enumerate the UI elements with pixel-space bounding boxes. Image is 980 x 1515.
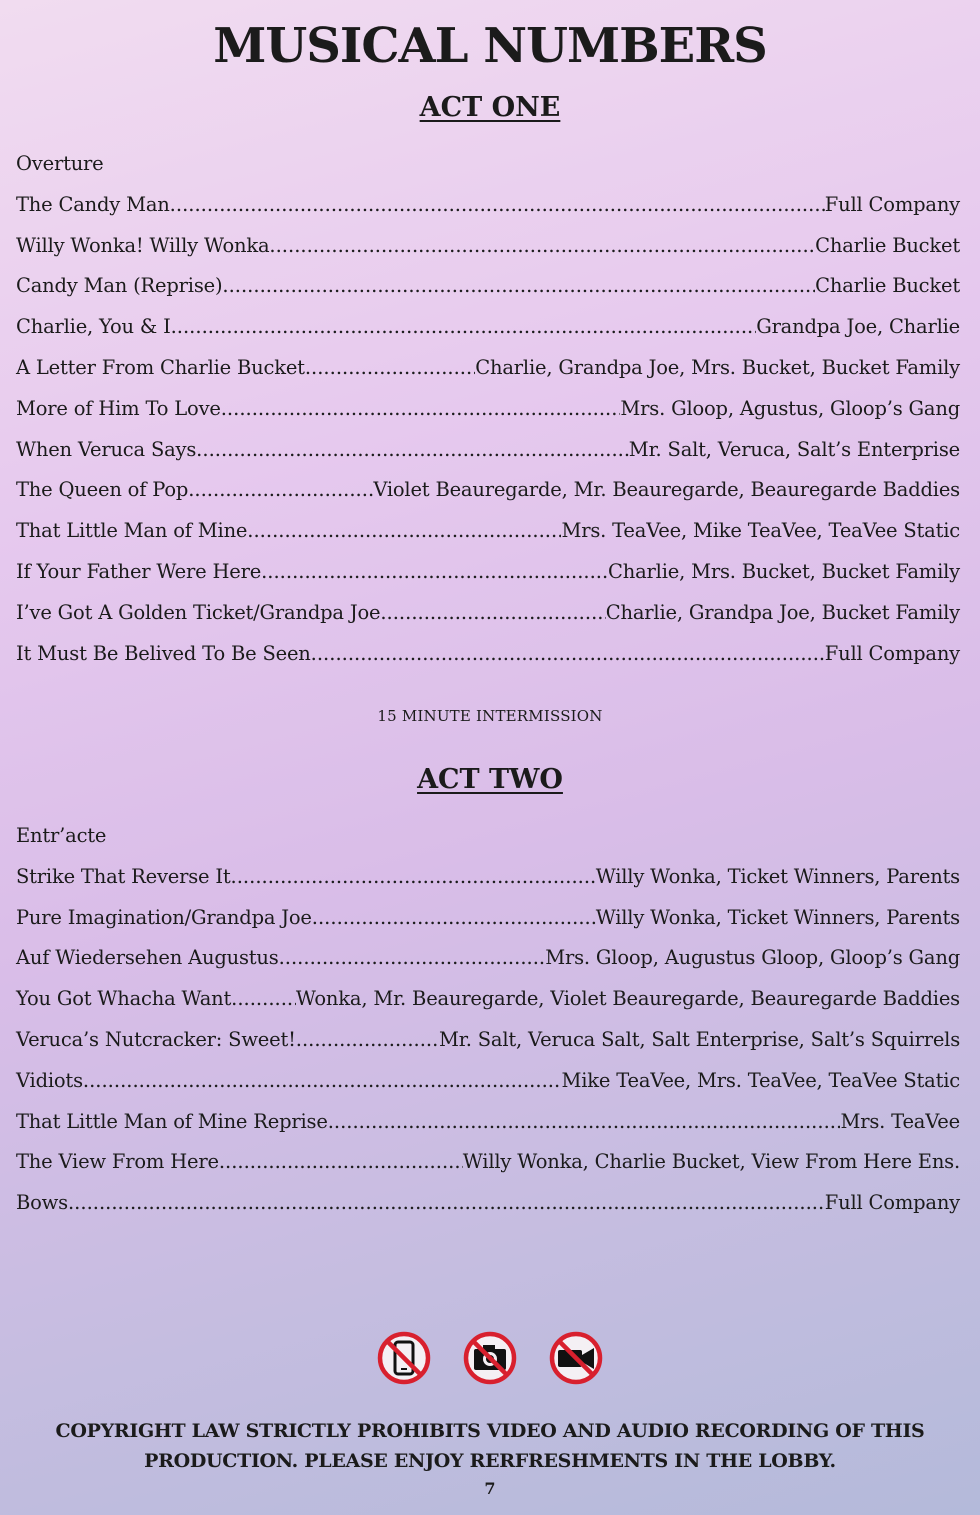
song-title: You Got Whacha Want xyxy=(16,987,232,1011)
list-item xyxy=(16,1110,960,1151)
song-title: Charlie, You & I xyxy=(16,315,171,339)
dot-leader xyxy=(380,601,605,624)
cast-names: Violet Beauregarde, Mr. Beauregarde, Beauregarde Baddies xyxy=(373,478,960,502)
intermission-note: 15 MINUTE INTERMISSION xyxy=(377,707,603,725)
song-title: Veruca’s Nutcracker: Sweet! xyxy=(16,1027,296,1051)
song-title: The Candy Man xyxy=(16,192,170,216)
dot-leader xyxy=(196,438,629,461)
dot-leader xyxy=(188,478,373,501)
dot-leader xyxy=(247,519,561,542)
cast-names: Willy Wonka, Charlie Bucket, View From Here Ens. xyxy=(462,1150,960,1174)
song-title: If Your Father Were Here xyxy=(16,559,262,583)
cast-names: Charlie, Mrs. Bucket, Bucket Family xyxy=(608,559,960,583)
dot-leader xyxy=(312,906,596,929)
cast-names: Grandpa Joe, Charlie xyxy=(756,315,960,339)
dot-leader xyxy=(221,397,621,420)
cast-names: Mr. Salt, Veruca Salt, Salt Enterprise, Salt’s Squirrels xyxy=(439,1027,960,1051)
cast-names: Mrs. Gloop, Augustus Gloop, Gloop’s Gang xyxy=(545,946,960,970)
cast-names: Willy Wonka, Ticket Winners, Parents xyxy=(595,864,960,888)
dot-leader xyxy=(171,315,757,338)
dot-leader xyxy=(83,1069,562,1092)
cast-names: Full Company xyxy=(824,641,960,665)
cast-names: Charlie Bucket xyxy=(815,233,960,257)
song-title: Bows xyxy=(16,1191,68,1215)
dot-leader xyxy=(269,234,815,257)
cast-names: Full Company xyxy=(824,192,960,216)
list-item xyxy=(16,946,960,987)
song-title: A Letter From Charlie Bucket xyxy=(16,355,305,379)
cast-names: Charlie, Grandpa Joe, Bucket Family xyxy=(605,600,960,624)
list-item xyxy=(16,356,960,397)
dot-leader xyxy=(170,193,825,216)
list-item xyxy=(16,519,960,560)
dot-leader xyxy=(222,274,815,297)
no-video-icon xyxy=(548,1330,604,1386)
copyright-notice-line1: COPYRIGHT LAW STRICTLY PROHIBITS VIDEO AND AUDIO RECORDING OF THIS xyxy=(55,1420,925,1442)
dot-leader xyxy=(305,356,475,379)
song-title: I’ve Got A Golden Ticket/Grandpa Joe xyxy=(16,600,381,624)
dot-leader xyxy=(231,987,296,1010)
prohibition-icons xyxy=(0,1330,980,1386)
act-one-heading: ACT ONE xyxy=(419,92,561,123)
list-item xyxy=(16,1069,960,1110)
list-item xyxy=(16,987,960,1028)
dot-leader xyxy=(328,1110,841,1133)
dot-leader xyxy=(231,865,596,888)
list-item xyxy=(16,315,960,356)
song-title: The Queen of Pop xyxy=(16,478,189,502)
copyright-notice-line2: PRODUCTION. PLEASE ENJOY RERFRESHMENTS IN THE LOBBY. xyxy=(144,1450,836,1472)
song-title: Willy Wonka! Willy Wonka xyxy=(16,233,270,257)
song-title: It Must Be Belived To Be Seen xyxy=(16,641,311,665)
cast-names: Charlie, Grandpa Joe, Mrs. Bucket, Bucket Family xyxy=(475,355,960,379)
cast-names: Mike TeaVee, Mrs. TeaVee, TeaVee Static xyxy=(561,1068,960,1092)
song-title: Overture xyxy=(16,152,104,175)
list-item-entracte xyxy=(16,824,960,865)
song-title: Candy Man (Reprise) xyxy=(16,274,223,298)
list-item xyxy=(16,397,960,438)
dot-leader xyxy=(279,946,546,969)
dot-leader xyxy=(261,560,608,583)
copyright-notice xyxy=(40,1416,940,1476)
dot-leader xyxy=(311,642,825,665)
list-item xyxy=(16,906,960,947)
dot-leader xyxy=(68,1191,825,1214)
list-item xyxy=(16,601,960,642)
song-title: Strike That Reverse It xyxy=(16,864,231,888)
cast-names: Full Company xyxy=(824,1191,960,1215)
song-title: That Little Man of Mine Reprise xyxy=(16,1109,328,1133)
cast-names: Mrs. Gloop, Agustus, Gloop’s Gang xyxy=(620,396,960,420)
cast-names: Wonka, Mr. Beauregarde, Violet Beauregarde, Beauregarde Baddies xyxy=(295,987,960,1011)
list-item xyxy=(16,1191,960,1232)
cast-names: Mr. Salt, Veruca, Salt’s Enterprise xyxy=(628,437,960,461)
dot-leader xyxy=(296,1028,439,1051)
no-camera-icon xyxy=(462,1330,518,1386)
list-item xyxy=(16,234,960,275)
song-title: The View From Here xyxy=(16,1150,219,1174)
list-item xyxy=(16,1150,960,1191)
song-title: Auf Wiedersehen Augustus xyxy=(16,946,279,970)
list-item xyxy=(16,274,960,315)
list-item xyxy=(16,438,960,479)
list-item xyxy=(16,642,960,683)
cast-names: Charlie Bucket xyxy=(815,274,960,298)
cast-names: Mrs. TeaVee xyxy=(840,1109,960,1133)
cast-names: Willy Wonka, Ticket Winners, Parents xyxy=(595,905,960,929)
list-item-overture xyxy=(16,152,960,193)
no-phone-icon xyxy=(376,1330,432,1386)
song-title: That Little Man of Mine xyxy=(16,519,248,543)
list-item xyxy=(16,560,960,601)
list-item xyxy=(16,1028,960,1069)
song-title: Vidiots xyxy=(16,1068,83,1092)
song-title: Pure Imagination/Grandpa Joe xyxy=(16,905,312,929)
act-one-list xyxy=(16,152,960,682)
song-title: Entr’acte xyxy=(16,824,107,847)
list-item xyxy=(16,193,960,234)
act-two-list xyxy=(16,824,960,1232)
song-title: When Veruca Says xyxy=(16,437,197,461)
page-title: MUSICAL NUMBERS xyxy=(213,18,767,74)
song-title: More of Him To Love xyxy=(16,396,221,420)
dot-leader xyxy=(219,1150,463,1173)
page-number: 7 xyxy=(484,1479,496,1498)
list-item xyxy=(16,865,960,906)
act-two-heading: ACT TWO xyxy=(417,764,563,795)
list-item xyxy=(16,478,960,519)
cast-names: Mrs. TeaVee, Mike TeaVee, TeaVee Static xyxy=(561,519,960,543)
